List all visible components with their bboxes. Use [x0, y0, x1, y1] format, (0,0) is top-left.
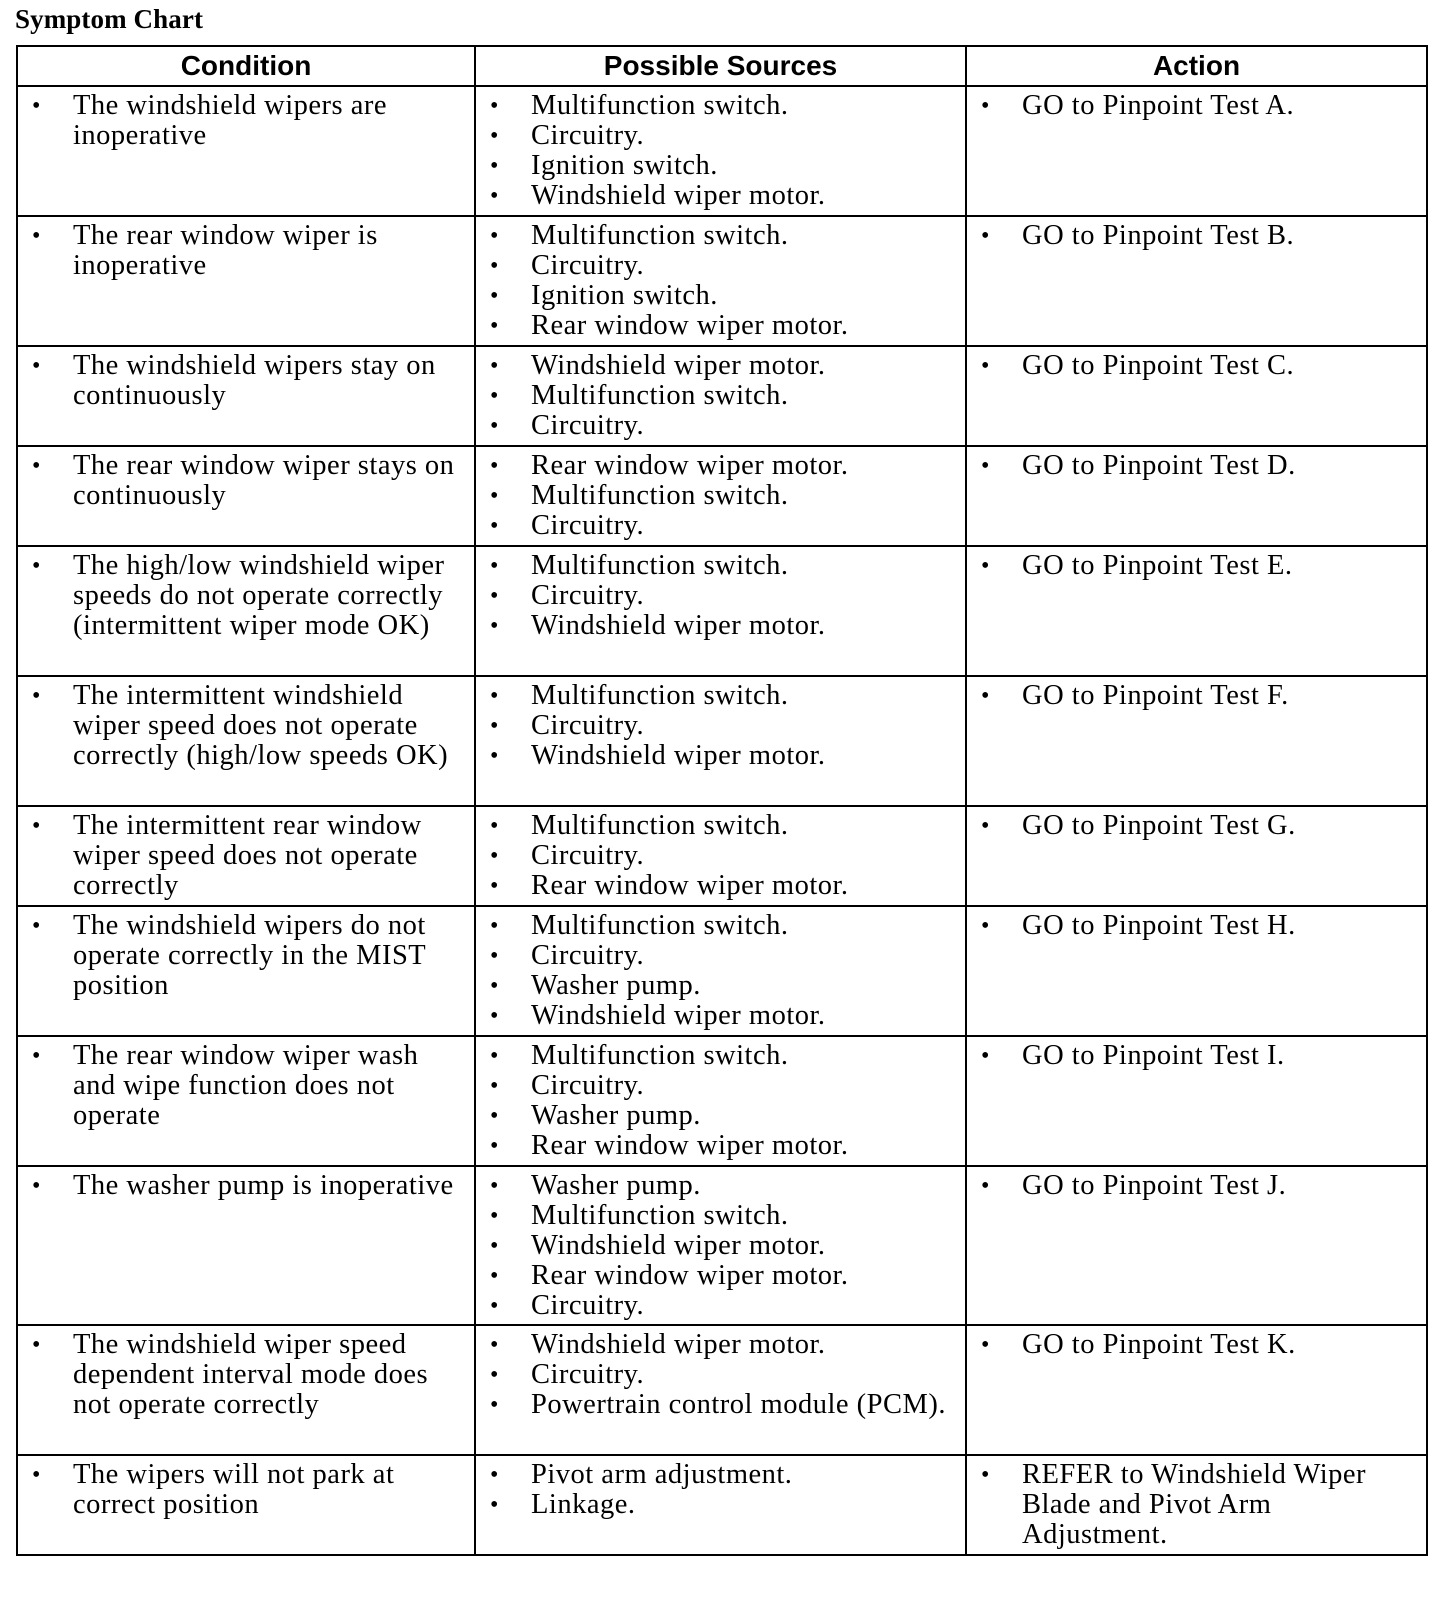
condition-cell [17, 446, 475, 546]
source-item: • Circuitry. [486, 1291, 955, 1321]
condition-cell [17, 346, 475, 446]
source-item: • Circuitry. [486, 581, 955, 611]
source-item: • Circuitry. [486, 411, 955, 441]
source-item: • Circuitry. [486, 711, 955, 741]
condition-cell [17, 1036, 475, 1166]
table-row [17, 1455, 1427, 1555]
possible-sources-cell [475, 446, 966, 546]
action-text: • GO to Pinpoint Test K. [977, 1330, 1416, 1360]
source-item: • Circuitry. [486, 941, 955, 971]
source-item: • Washer pump. [486, 1101, 955, 1131]
action-cell [966, 86, 1427, 216]
action-cell [966, 906, 1427, 1036]
condition-text: • The windshield wipers stay on continuously [28, 351, 464, 411]
condition-cell [17, 546, 475, 676]
action-text: • REFER to Windshield Wiper Blade and Pivot Arm Adjustment. [977, 1460, 1416, 1550]
possible-sources-cell [475, 906, 966, 1036]
source-item: • Multifunction switch. [486, 551, 955, 581]
source-item: • Multifunction switch. [486, 381, 955, 411]
source-item: • Multifunction switch. [486, 1201, 955, 1231]
possible-sources-cell [475, 1036, 966, 1166]
possible-sources-cell [475, 806, 966, 906]
source-item: • Windshield wiper motor. [486, 611, 955, 641]
condition-text: • The windshield wipers do not operate correctly in the MIST position [28, 911, 464, 1001]
condition-text: • The rear window wiper wash and wipe function does not operate [28, 1041, 464, 1131]
source-item: • Windshield wiper motor. [486, 351, 955, 381]
condition-cell [17, 1325, 475, 1455]
table-row [17, 346, 1427, 446]
source-item: • Washer pump. [486, 1171, 955, 1201]
source-item: • Rear window wiper motor. [486, 311, 955, 341]
condition-cell [17, 1166, 475, 1325]
source-item: • Multifunction switch. [486, 1041, 955, 1071]
source-item: • Rear window wiper motor. [486, 1131, 955, 1161]
table-row [17, 676, 1427, 806]
condition-header: Condition [17, 46, 475, 86]
possible-sources-cell [475, 86, 966, 216]
source-item: • Circuitry. [486, 251, 955, 281]
source-item: • Circuitry. [486, 121, 955, 151]
source-item: • Powertrain control module (PCM). [486, 1390, 955, 1420]
source-item: • Pivot arm adjustment. [486, 1460, 955, 1490]
possible-sources-cell [475, 1166, 966, 1325]
table-row [17, 1166, 1427, 1325]
condition-cell [17, 86, 475, 216]
action-text: • GO to Pinpoint Test A. [977, 91, 1416, 121]
source-item: • Windshield wiper motor. [486, 1231, 955, 1261]
source-item: • Windshield wiper motor. [486, 1001, 955, 1031]
condition-text: • The wipers will not park at correct position [28, 1460, 464, 1520]
source-item: • Multifunction switch. [486, 91, 955, 121]
condition-cell [17, 676, 475, 806]
condition-text: • The rear window wiper is inoperative [28, 221, 464, 281]
action-cell [966, 676, 1427, 806]
action-cell [966, 1325, 1427, 1455]
table-row [17, 546, 1427, 676]
action-cell [966, 546, 1427, 676]
table-row [17, 86, 1427, 216]
action-cell [966, 806, 1427, 906]
action-text: • GO to Pinpoint Test G. [977, 811, 1416, 841]
action-text: • GO to Pinpoint Test J. [977, 1171, 1416, 1201]
source-item: • Windshield wiper motor. [486, 1330, 955, 1360]
condition-text: • The washer pump is inoperative [28, 1171, 464, 1201]
table-row [17, 1325, 1427, 1455]
header-row [17, 46, 1427, 86]
condition-cell [17, 906, 475, 1036]
source-item: • Rear window wiper motor. [486, 1261, 955, 1291]
action-text: • GO to Pinpoint Test E. [977, 551, 1416, 581]
condition-cell [17, 216, 475, 346]
source-item: • Multifunction switch. [486, 221, 955, 251]
table-row [17, 446, 1427, 546]
table-row [17, 806, 1427, 906]
chart-title: Symptom Chart [15, 4, 204, 34]
table-row [17, 906, 1427, 1036]
condition-text: • The intermittent rear window wiper speed does not operate correctly [28, 811, 464, 901]
source-item: • Multifunction switch. [486, 481, 955, 511]
possible-sources-cell [475, 676, 966, 806]
source-item: • Ignition switch. [486, 151, 955, 181]
action-text: • GO to Pinpoint Test C. [977, 351, 1416, 381]
action-cell [966, 216, 1427, 346]
condition-text: • The intermittent windshield wiper speed does not operate correctly (high/low speeds OK) [28, 681, 464, 771]
source-item: • Washer pump. [486, 971, 955, 1001]
action-text: • GO to Pinpoint Test I. [977, 1041, 1416, 1071]
source-item: • Rear window wiper motor. [486, 871, 955, 901]
possible-sources-cell [475, 546, 966, 676]
action-cell [966, 346, 1427, 446]
source-item: • Multifunction switch. [486, 911, 955, 941]
source-item: • Windshield wiper motor. [486, 741, 955, 771]
possible-sources-header: Possible Sources [475, 46, 966, 86]
action-text: • GO to Pinpoint Test D. [977, 451, 1416, 481]
source-item: • Multifunction switch. [486, 681, 955, 711]
condition-text: • The windshield wipers are inoperative [28, 91, 464, 151]
condition-text: • The high/low windshield wiper speeds do not operate correctly (intermittent wiper mode OK) [28, 551, 464, 641]
action-cell [966, 1455, 1427, 1555]
action-text: • GO to Pinpoint Test B. [977, 221, 1416, 251]
condition-text: • The rear window wiper stays on continuously [28, 451, 464, 511]
source-item: • Circuitry. [486, 1071, 955, 1101]
action-cell [966, 446, 1427, 546]
possible-sources-cell [475, 346, 966, 446]
possible-sources-cell [475, 1325, 966, 1455]
source-item: • Circuitry. [486, 841, 955, 871]
action-cell [966, 1166, 1427, 1325]
source-item: • Multifunction switch. [486, 811, 955, 841]
possible-sources-cell [475, 1455, 966, 1555]
action-header: Action [966, 46, 1427, 86]
symptom-table [16, 45, 1428, 1556]
action-text: • GO to Pinpoint Test F. [977, 681, 1416, 711]
source-item: • Circuitry. [486, 1360, 955, 1390]
action-text: • GO to Pinpoint Test H. [977, 911, 1416, 941]
source-item: • Circuitry. [486, 511, 955, 541]
source-item: • Linkage. [486, 1490, 955, 1520]
condition-cell [17, 1455, 475, 1555]
source-item: • Rear window wiper motor. [486, 451, 955, 481]
table-row [17, 1036, 1427, 1166]
action-cell [966, 1036, 1427, 1166]
table-row [17, 216, 1427, 346]
condition-text: • The windshield wiper speed dependent interval mode does not operate correctly [28, 1330, 464, 1420]
source-item: • Windshield wiper motor. [486, 181, 955, 211]
possible-sources-cell [475, 216, 966, 346]
condition-cell [17, 806, 475, 906]
source-item: • Ignition switch. [486, 281, 955, 311]
